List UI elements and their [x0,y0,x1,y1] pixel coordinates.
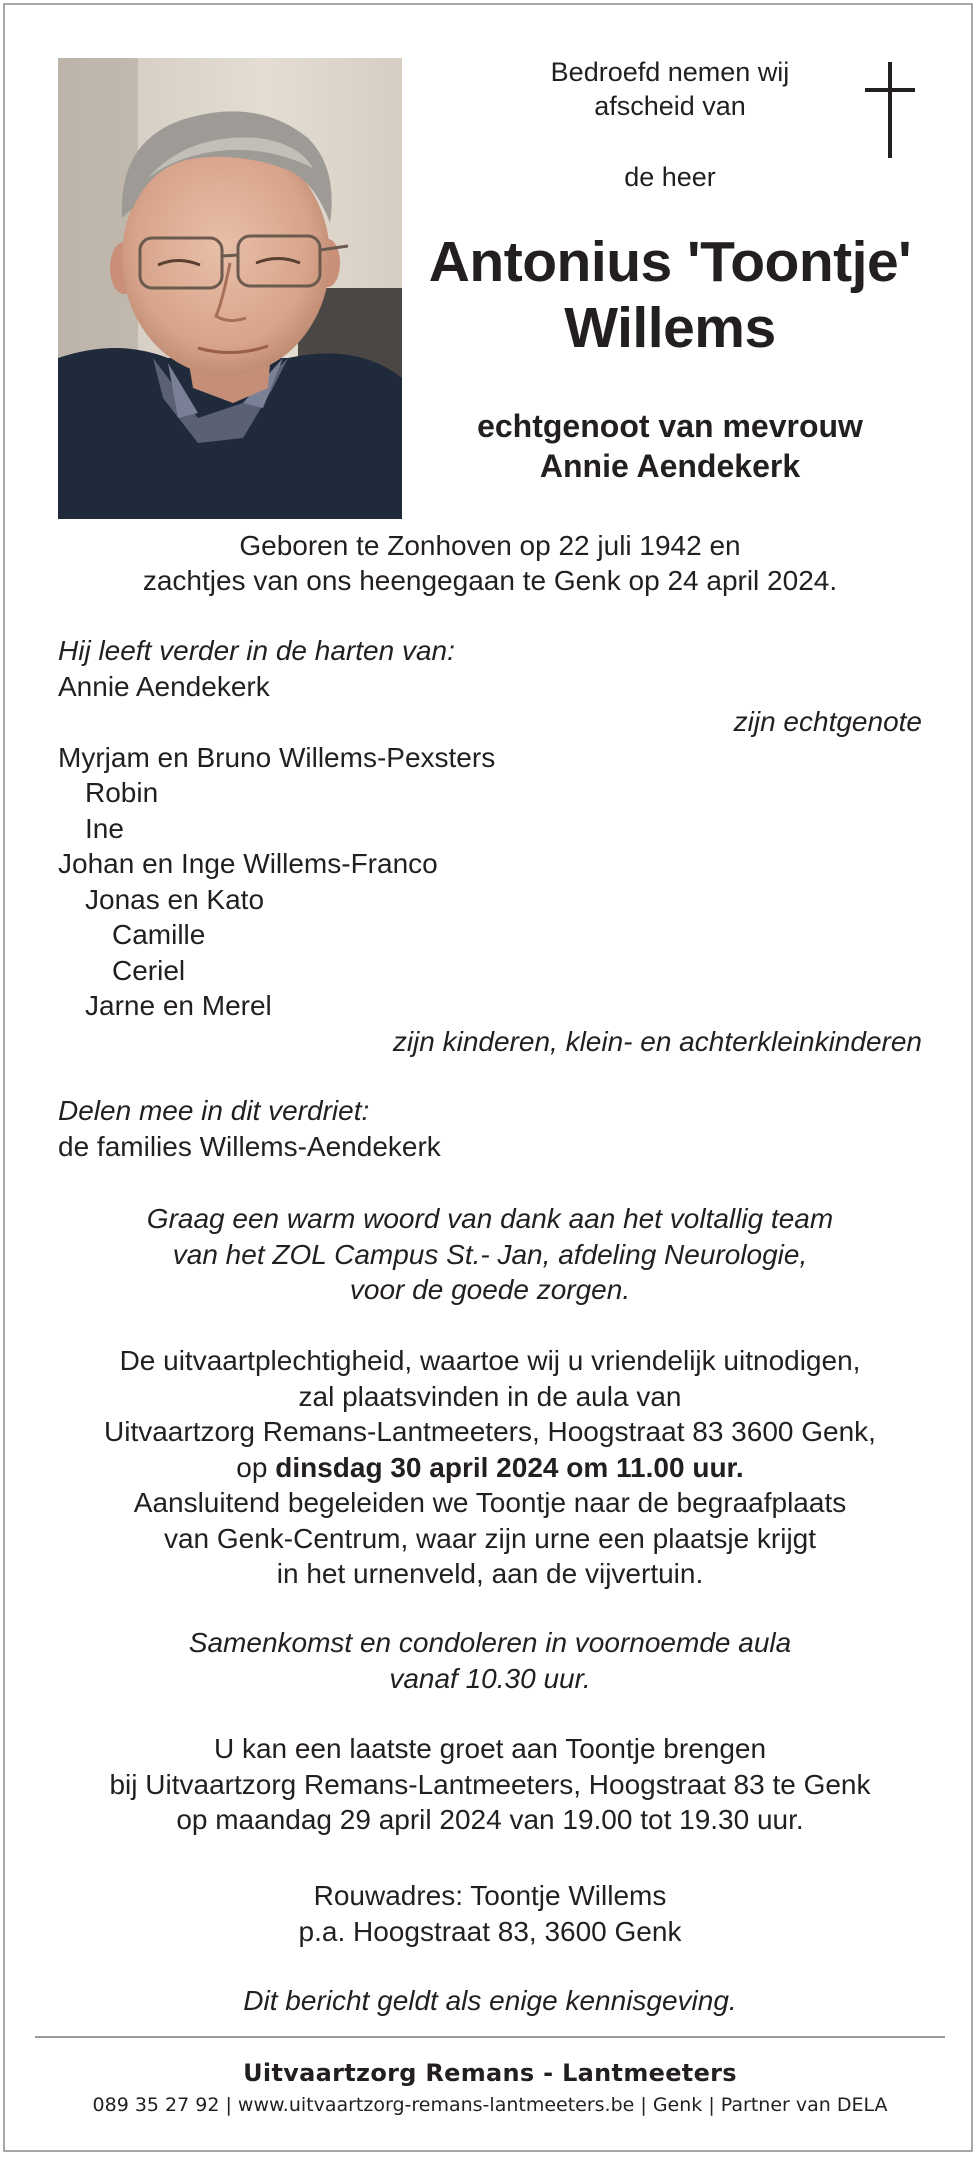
ceremony-date: dinsdag 30 april 2024 om 11.00 uur. [275,1451,744,1483]
family-role: zijn kinderen, klein- en achterkleinkinderen [392,1025,922,1057]
intro-line: Bedroefd nemen wij [550,57,790,87]
family-member: Ine [85,812,124,844]
ceremony-line: in het urnenveld, aan de vijvertuin. [276,1558,704,1589]
deceased-title: de heer [624,162,716,192]
family-list [58,633,922,1059]
share-grief [58,1093,922,1164]
family-heading: Hij leeft verder in de harten van: [58,635,455,666]
thanks-line: van het ZOL Campus St.- Jan, afdeling Neurologie, [172,1238,808,1270]
gathering-info [58,1625,922,1696]
gathering-line: vanaf 10.30 uur. [389,1662,591,1694]
mourning-address [58,1878,922,1949]
name-line: Willems [564,296,776,360]
address-line: Rouwadres: Toontje Willems [313,1880,667,1911]
footer-divider [35,2036,945,2038]
ceremony-info [58,1343,922,1592]
spouse-line: Annie Aendekerk [539,448,801,484]
intro-text [500,55,840,123]
name-line: Antonius 'Toontje' [428,230,912,294]
death-line: zachtjes van ons heengegaan te Genk op 24 april 2024. [142,565,838,596]
family-member: Robin [85,777,159,808]
notice-text: Dit bericht geldt als enige kennisgeving. [243,1985,737,2016]
family-member: Ceriel [112,954,186,986]
ceremony-line: van Genk-Centrum, waar zijn urne een plaatsje krijgt [163,1522,817,1554]
share-heading: Delen mee in dit verdriet: [58,1095,370,1126]
ceremony-date-line [58,1450,922,1486]
visit-line: bij Uitvaartzorg Remans-Lantmeeters, Hoogstraat 83 te Genk [109,1768,871,1800]
funeral-company-contact: 089 35 27 92 | www.uitvaartzorg-remans-lantmeeters.be | Genk | Partner van DELA [92,2094,888,2116]
family-member: Johan en Inge Willems-Franco [58,848,438,879]
family-member: Jonas en Kato [85,883,265,915]
family-member: Myrjam en Bruno Willems-Pexsters [58,741,496,773]
family-role: zijn echtgenote [733,706,922,737]
thanks-text [58,1201,922,1308]
thanks-line: Graag een warm woord van dank aan het voltallig team [146,1203,834,1234]
birth-death-info [58,528,922,598]
ceremony-line: Uitvaartzorg Remans-Lantmeeters, Hoogstraat 83 3600 Genk, [104,1416,876,1447]
family-member: Camille [112,919,206,950]
ceremony-date-prefix: op [236,1451,276,1483]
thanks-line: voor de goede zorgen. [349,1274,631,1305]
visit-line: U kan een laatste groet aan Toontje brengen [213,1733,767,1764]
deceased-name [415,229,925,361]
ceremony-line: Aansluitend begeleiden we Toontje naar de begraafplaats [133,1487,847,1518]
birth-line: Geboren te Zonhoven op 22 juli 1942 en [239,530,741,561]
cross-icon [860,60,920,160]
address-line: p.a. Hoogstraat 83, 3600 Genk [298,1915,682,1947]
family-member: Annie Aendekerk [58,670,270,702]
gathering-line: Samenkomst en condoleren in voornoemde aula [188,1627,792,1658]
portrait-photo [58,58,402,519]
visit-info [58,1731,922,1838]
visit-line: op maandag 29 april 2024 van 19.00 tot 19.30 uur. [176,1804,804,1835]
family-member: Jarne en Merel [85,990,272,1021]
ceremony-line: De uitvaartplechtigheid, waartoe wij u vriendelijk uitnodigen, [119,1345,861,1376]
spouse-line: echtgenoot van mevrouw [477,408,863,444]
intro-line: afscheid van [594,91,746,121]
spouse-info [415,406,925,486]
share-text: de families Willems-Aendekerk [58,1130,441,1162]
funeral-company-name: Uitvaartzorg Remans - Lantmeeters [243,2059,737,2087]
ceremony-line: zal plaatsvinden in de aula van [298,1380,682,1412]
